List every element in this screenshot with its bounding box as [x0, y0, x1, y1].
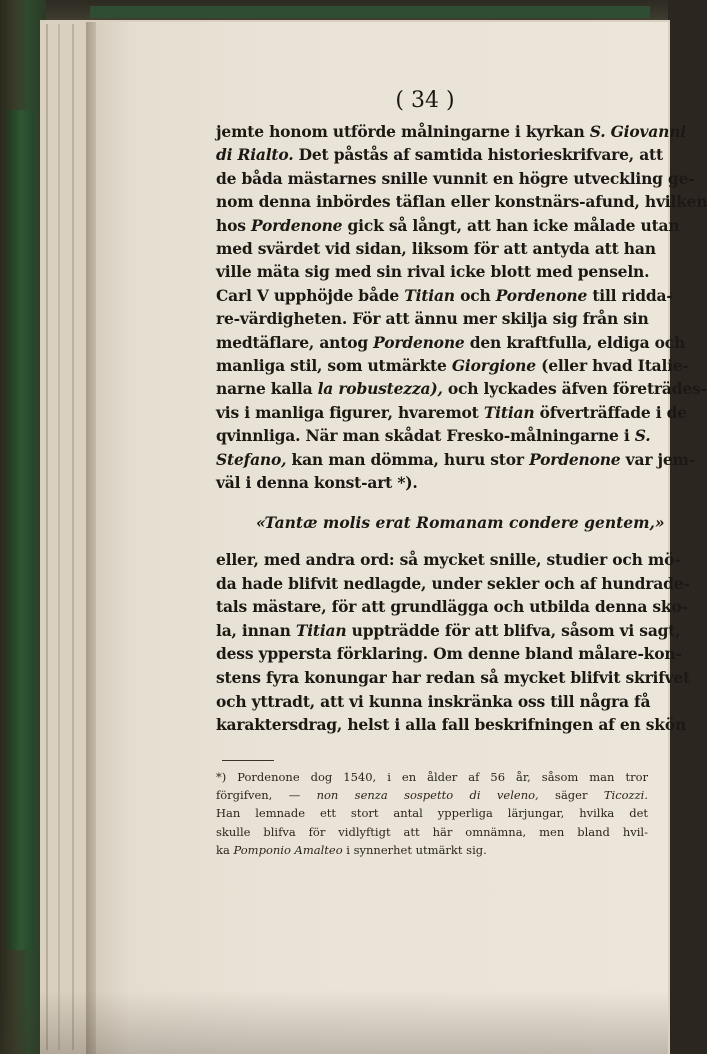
page-number: ( 34 ) [395, 88, 455, 113]
text-run: *) Pordenone dog 1540, i en ålder af 56 år, såsom man tror [216, 770, 648, 784]
text-line [216, 285, 673, 305]
footnote-line [216, 806, 648, 820]
text-run: medtäflare, antog [216, 332, 374, 352]
page-edge-line [46, 24, 48, 1050]
text-run: hos [216, 215, 251, 235]
text-line [216, 145, 663, 165]
italic-phrase: di Rialto. [216, 145, 294, 165]
text-line [216, 668, 691, 687]
text-run: öfverträffade i de [534, 402, 687, 422]
cover-binding-strip [90, 6, 650, 18]
italic-phrase: Stefano, [216, 449, 287, 469]
text-run: jemte honom utförde målningarne i kyrkan [216, 122, 590, 141]
latin-quote: «Tantæ molis erat Romanam condere gentem,» [256, 513, 665, 532]
text-run: i synnerhet utmärkt sig. [342, 842, 487, 857]
footnote-line [216, 788, 648, 802]
text-line [216, 356, 689, 375]
text-run: Han lemnade ett stort antal ypperliga lärjungar, hvilka det [216, 806, 648, 821]
text-run: till ridda- [587, 285, 673, 305]
text-run: väl i denna konst-art *). [216, 473, 418, 492]
italic-phrase: S. [634, 426, 651, 446]
page-edge-line [58, 24, 60, 1050]
text-run: narne kalla [216, 379, 318, 399]
footnote-line [216, 770, 648, 784]
text-line [216, 402, 687, 422]
italic-phrase: Pordenone [529, 449, 621, 469]
text-run: gick så långt, att han icke målade utan [342, 215, 680, 235]
text-run: karaktersdrag, helst i alla fall beskrifningen af en skön [216, 715, 687, 735]
text-run: ka [216, 842, 234, 857]
text-line [216, 215, 680, 235]
text-run: tals mästare, för att grundlägga och utbilda denna sko- [216, 597, 688, 617]
italic-phrase: Ticozzi. [603, 788, 649, 803]
text-run: de båda mästarnes snille vunnit en högre utveckling ge- [216, 168, 695, 188]
text-line [216, 379, 707, 399]
text-line [216, 715, 687, 735]
italic-phrase: Pomponio Amalteo [233, 842, 343, 857]
text-run: var jem- [620, 449, 695, 469]
italic-phrase: Titian [483, 402, 535, 422]
italic-phrase: Giorgione [451, 356, 536, 375]
text-run: la, innan [216, 620, 296, 640]
text-run: nom denna inbördes täflan eller konstnärs-afund, hvilken [216, 192, 707, 212]
text-run: ville mäta sig med sin rival icke blott med penseln. [216, 262, 650, 282]
text-line [216, 474, 648, 492]
italic-phrase: Pordenone [250, 215, 343, 235]
italic-phrase: S. Giovanni [589, 122, 686, 141]
text-line [216, 239, 656, 258]
text-line [216, 449, 695, 469]
text-line [216, 332, 686, 352]
text-run: förgifven, — [216, 788, 317, 803]
text-run: skulle blifva för vidlyftigt att här omnämna, men bland hvil- [216, 824, 648, 839]
text-run: uppträdde för att blifva, såsom vi sagt, [346, 620, 681, 640]
text-line [216, 263, 648, 281]
footnote-divider [222, 760, 274, 761]
text-line [216, 573, 690, 593]
text-run: (eller hvad Italie- [535, 356, 689, 375]
page-edge-line [72, 24, 74, 1050]
text-run: och [454, 285, 496, 305]
text-line [216, 644, 682, 664]
text-run: stens fyra konungar har redan så mycket blifvit skrifvet [216, 668, 691, 687]
italic-phrase: non senza sospetto di veleno, [316, 788, 539, 803]
text-line [216, 426, 651, 446]
text-run: och yttradt, att vi kunna inskränka oss till några få [216, 691, 651, 711]
text-run: qvinnliga. När man skådat Fresko-målningarne i [216, 426, 635, 446]
text-run: Det påstås af samtida historieskrifvare, att [293, 145, 663, 165]
italic-phrase: Pordenone [495, 285, 588, 305]
text-line [216, 620, 681, 640]
text-line [216, 122, 686, 141]
text-run: da hade blifvit nedlagde, under sekler och af hundrade- [216, 573, 690, 593]
text-run: Carl V upphöjde både [216, 285, 405, 305]
text-line [216, 310, 648, 328]
text-line [216, 691, 651, 711]
italic-phrase: Titian [404, 285, 455, 305]
footnote-line [216, 825, 648, 839]
text-run: säger [538, 788, 604, 803]
spine-cloth [8, 110, 34, 950]
text-run: med svärdet vid sidan, liksom för att antyda att han [216, 239, 656, 258]
text-run: manliga stil, som utmärkte [216, 356, 452, 375]
text-run: den kraftfulla, eldiga och [464, 332, 686, 352]
text-run: re-värdigheten. För att ännu mer skilja sig från sin [216, 309, 649, 329]
text-line [216, 550, 681, 569]
text-run: vis i manliga figurer, hvaremot [216, 402, 484, 422]
footnote-line [216, 843, 648, 857]
text-run: och lyckades äfven företrädes- [442, 379, 707, 399]
text-line [216, 168, 695, 188]
text-line [216, 192, 707, 212]
italic-phrase: Pordenone [373, 332, 465, 352]
italic-phrase: la robustezza), [317, 379, 443, 399]
text-line [216, 597, 688, 617]
text-run: kan man dömma, huru stor [286, 449, 530, 469]
text-run: dess yppersta förklaring. Om denne bland målare-kon- [216, 644, 682, 664]
text-run: eller, med andra ord: så mycket snille, studier och mö- [216, 550, 681, 569]
italic-phrase: Titian [295, 620, 347, 640]
page-bottom-shadow [0, 990, 668, 1054]
